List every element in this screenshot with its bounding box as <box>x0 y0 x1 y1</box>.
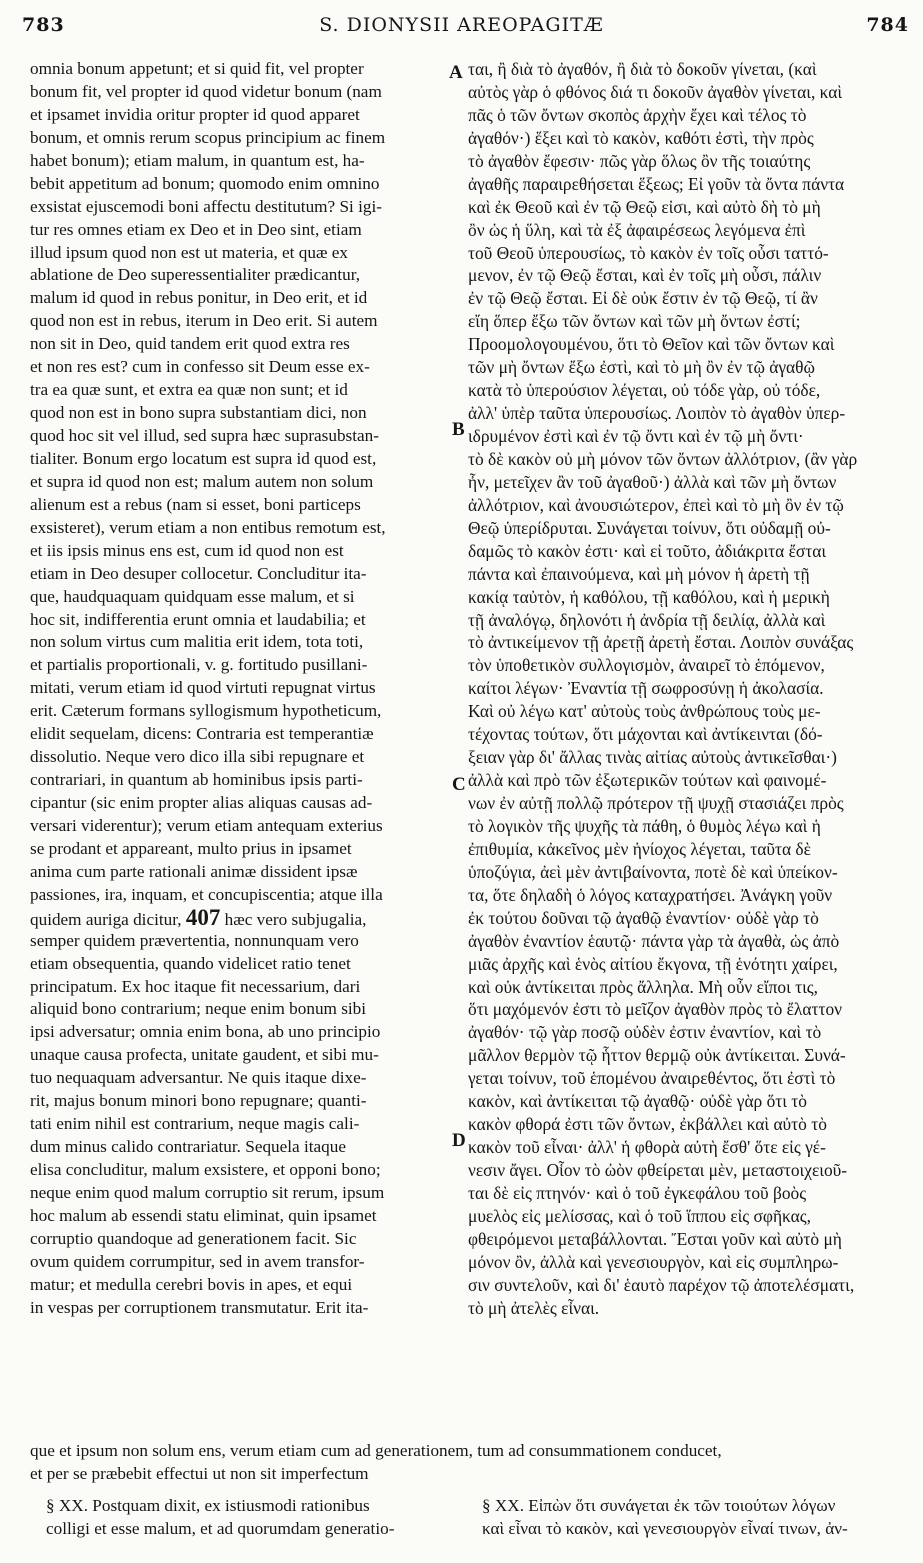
latin-line: hoc sit, indifferentia erunt omnia et laudabilia; et <box>30 609 366 629</box>
latin-line: elidit sequelam, dicens: Contraria est temperantiæ <box>30 724 374 744</box>
greek-line: δαμῶς τὸ κακὸν ἐστι· καὶ εἰ τοῦτο, ἀδιάκριτα ἔσται <box>468 540 827 561</box>
greek-line: ἀγαθόν·) ἕξει καὶ τὸ κακὸν, καθότι ἐστὶ, τὴν πρὸς <box>468 127 814 148</box>
latin-line: et partialis proportionali, v. g. fortitudo pusillani- <box>30 655 368 675</box>
section-heading-greek <box>482 1494 906 1540</box>
latin-line: unaque causa profecta, unitate gaudent, et sibi mu- <box>30 1045 379 1065</box>
latin-line: in vespas per corruptionem transmutatur. Erit ita- <box>30 1297 369 1317</box>
latin-line: bonum, et omnis rerum scopus principium ac finem <box>30 127 386 147</box>
greek-line: Προομολογουμένου, ὅτι τὸ Θεῖον καὶ τῶν ὄντων καὶ <box>468 334 835 355</box>
greek-line: καὶ οὐκ ἀντίκειται πρὸς ἄλληλα. Μὴ οὖν εἴποι τις, <box>468 976 819 997</box>
latin-line: exsisteret), verum etiam a non entibus remotum est, <box>30 517 386 537</box>
latin-line: rit, majus bonum minori bono repugnare; quanti- <box>30 1091 367 1111</box>
latin-line: mitati, verum etiam id quod virtuti repugnat virtus <box>30 678 376 698</box>
greek-line: ἀλλότριον, καὶ ἀνουσιώτερον, ἐπεὶ καὶ τὸ μὴ ὂν ἐν τῷ <box>468 494 844 515</box>
latin-column <box>30 58 460 1320</box>
latin-line: bebit appetitum ad bonum; quomodo enim omnino <box>30 173 380 193</box>
latin-line: matur; et medulla cerebri bovis in apes, et equi <box>30 1274 353 1294</box>
section-heading-latin <box>46 1494 466 1540</box>
greek-line: ὑποζύγια, ἀεὶ μὲν ἀντιβαίνοντα, ποτὲ δὲ καὶ ὑπείκον- <box>468 861 838 882</box>
greek-line: μυελὸς εἰς μελίσσας, καὶ ὁ τοῦ ἵππου εἰς σφῆκας, <box>468 1205 811 1226</box>
latin-line: malum id quod in rebus ponitur, in Deo erit, et id <box>30 288 368 308</box>
latin-line: quod non est in bono supra substantiam dici, non <box>30 403 367 423</box>
margin-marker-b: B <box>452 419 465 440</box>
latin-line <box>30 907 460 930</box>
latin-line: anima cum parte rationali animæ dissident ipsæ <box>30 861 358 881</box>
margin-marker-a: A <box>449 62 463 83</box>
greek-line: μιᾶς ἀρχῆς καὶ ἑνὸς αἰτίου ἔκγονα, τῇ ἑνότητι χαίρει, <box>468 953 838 974</box>
latin-line: quod hoc sit vel illud, sed supra hæc suprasubstan- <box>30 426 379 445</box>
latin-line: et ipsamet invidia oritur propter id quod apparet <box>30 104 360 124</box>
greek-line: τὸ ἀντικείμενον τῇ ἀρετῇ ἀρετὴ ἔσται. Λοιπὸν συνάξας <box>468 632 854 653</box>
section-latin-line: § XX. Postquam dixit, ex istiusmodi rationibus <box>46 1496 370 1515</box>
greek-line: καὶ ἐκ Θεοῦ καὶ ἐν τῷ Θεῷ εἰσι, καὶ αὐτὸ δὴ τὸ μὴ <box>468 196 821 217</box>
greek-line: τὸ λογικὸν τῆς ψυχῆς τὰ πάθη, ὁ θυμὸς λέγω καὶ ἡ <box>468 815 821 836</box>
latin-line: hoc malum ab essendi statu eliminat, quin ipsamet <box>30 1205 377 1225</box>
latin-line: bonum fit, vel propter id quod videtur bonum (nam <box>30 81 382 101</box>
latin-line: et supra id quod non est; malum autem non solum <box>30 471 374 491</box>
greek-line: ὂν ὡς ἡ ὕλη, καὶ τὰ ἐξ ἀφαιρέσεως λεγόμενα ἐπὶ <box>468 219 806 240</box>
greek-line: κακίᾳ ταὐτὸν, ἡ καθόλου, τῇ καθόλου, καὶ ἡ μερικὴ <box>468 586 830 607</box>
full-width-text <box>30 1440 906 1486</box>
latin-line: que, haudquaquam quidquam esse malum, et si <box>30 586 355 606</box>
latin-line: elisa concluditur, malum exsistere, et opponi bono; <box>30 1160 381 1179</box>
greek-line: μόνον ὂν, ἀλλὰ καὶ γενεσιουργὸν, καὶ εἰς συμπληρω- <box>468 1251 839 1272</box>
greek-line: ἦν, μετεῖχεν ἂν τοῦ ἀγαθοῦ·) ἀλλὰ καὶ τῶν μὴ ὄντων <box>468 471 837 492</box>
greek-line: τὸ δὲ κακὸν οὐ μὴ μόνον τῶν ὄντων ἀλλότριον, (ἂν γὰρ <box>468 448 858 469</box>
latin-line: dum minus calido contrariatur. Sequela itaque <box>30 1137 346 1157</box>
greek-line: μενον, ἐν τῷ Θεῷ ἔσται, καὶ ἐν τοῖς μὴ οὖσι, πάλιν <box>468 265 822 286</box>
latin-line: corruptio quandoque ad generationem facit. Sic <box>30 1228 357 1248</box>
latin-line: tati enim nihil est contrarium, neque magis cali- <box>30 1114 360 1134</box>
latin-line: cipantur (sic enim propter alias aliquas causas ad- <box>30 793 373 812</box>
section-greek-line: § XX. Εἰπὼν ὅτι συνάγεται ἐκ τῶν τοιούτων λόγων <box>482 1496 836 1515</box>
migne-column-number: 407 <box>185 906 221 930</box>
section-latin-line: colligi et esse malum, et ad quorumdam generatio- <box>46 1518 395 1538</box>
latin-line: habet bonum); etiam malum, in quantum est, ha- <box>30 150 365 170</box>
latin-line: aliquid bono contrarium; neque enim bonum sibi <box>30 999 367 1019</box>
latin-line: se prodant et appareant, multo prius in ipsamet <box>30 838 352 858</box>
margin-marker-c: C <box>452 774 466 795</box>
latin-line: neque enim quod malum corruptio sit rerum, ipsum <box>30 1182 385 1202</box>
latin-line: illud ipsum quod non est ut materia, et quæ ex <box>30 242 348 262</box>
greek-line: σιν συντελοῦν, καὶ δι' ἑαυτὸ παρέχον τῷ ἀποτελέσματι, <box>468 1274 855 1295</box>
page-header <box>0 0 923 46</box>
greek-line: καίτοι λέγων· Ἐναντία τῇ σωφροσύνῃ ἡ ἀκολασία. <box>468 678 824 699</box>
greek-line: νεσιν ἄγει. Οἷον τὸ ὠὸν φθείρεται μὲν, μεταστοιχειοῦ- <box>468 1160 848 1180</box>
greek-line: νων ἐν αὐτῇ πολλῷ πρότερον τῇ ψυχῇ στασιάζει πρὸς <box>468 793 844 813</box>
greek-line: ἐπιθυμία, κἀκεῖνος μὲν ἡνίοχος λέγεται, ταῦτα δὲ <box>468 838 811 859</box>
latin-line: etiam obsequentia, quando videlicet ratio tenet <box>30 953 351 973</box>
greek-line: κατὰ τὸ ὑπερούσιον λέγεται, οὐ τόδε γὰρ, οὐ τόδε, <box>468 380 821 401</box>
latin-line: tur res omnes etiam ex Deo et in Deo sint, etiam <box>30 219 362 239</box>
greek-line: ὅτι μαχόμενόν ἐστι τὸ μεῖζον ἀγαθὸν πρὸς τὸ ἔλαττον <box>468 999 843 1020</box>
greek-line: φθειρόμενοι μεταβάλλονται. Ἔσται γοῦν καὶ αὐτὸ μὴ <box>468 1228 842 1249</box>
greek-line: τῇ ἀναλόγῳ, δηλονότι ἡ ἀνδρία τῇ δειλίᾳ, ἀλλὰ καὶ <box>468 609 826 630</box>
page-number-right: 784 <box>866 14 909 36</box>
latin-line-segment: hæc vero subjugalia, <box>220 909 367 929</box>
latin-line: exsistat ejuscemodi boni affectu destitutum? Si igi- <box>30 196 382 216</box>
latin-line: omnia bonum appetunt; et si quid fit, vel propter <box>30 59 364 78</box>
margin-marker-d: D <box>452 1130 466 1151</box>
latin-line: etiam in Deo desuper collocetur. Concluditur ita- <box>30 563 367 583</box>
greek-line: εἴη ὅπερ ἔξω τῶν ὄντων καὶ τῶν μὴ ὄντων ἐστί; <box>468 311 801 332</box>
latin-line: contrariari, in quantum ab hominibus ipsis parti- <box>30 770 363 790</box>
greek-line: τὸ ἀγαθὸν ἔφεσιν· πῶς γὰρ ὅλως ὂν τῆς τοιαύτης <box>468 150 811 171</box>
greek-line: ἀγαθόν· τῷ γὰρ ποσῷ οὐδὲν ἐστιν ἐναντίον, καὶ τὸ <box>468 1022 822 1043</box>
latin-line: dissolutio. Neque vero dico illa sibi repugnare et <box>30 747 365 767</box>
latin-line: tuo nequaquam adversantur. Ne quis itaque dixe- <box>30 1068 367 1088</box>
greek-line: ἀλλ' ὑπὲρ ταῦτα ὑπερουσίως. Λοιπὸν τὸ ἀγαθὸν ὑπερ- <box>468 403 846 424</box>
latin-line: ablatione de Deo superessentialiter prædicantur, <box>30 265 361 285</box>
greek-line: ιδρυμένον ἐστὶ καὶ ἐν τῷ ὄντι καὶ ἐν τῷ μὴ ὄντι· <box>468 426 804 446</box>
running-title: S. DIONYSII AREOPAGITÆ <box>319 14 604 36</box>
greek-line: τὸν ὑποθετικὸν συλλογισμὸν, ἀναιρεῖ τὸ ἑπόμενον, <box>468 655 825 676</box>
greek-line: ἐκ τούτου δοῦναι τῷ ἀγαθῷ ἐναντίον· οὐδὲ γὰρ τὸ <box>468 907 819 928</box>
greek-line: αὐτὸς γὰρ ὁ φθόνος διά τι δοκοῦν ἀγαθὸν γίνεται, καὶ <box>468 81 843 102</box>
latin-line: passiones, ira, inquam, et concupiscentia; atque illa <box>30 884 383 904</box>
latin-line: ipsi adversatur; omnia enim bona, ab uno principio <box>30 1022 381 1042</box>
latin-line: ovum quidem corrumpitur, sed in avem transfor- <box>30 1251 365 1271</box>
latin-line: et iis ipsis minus ens est, cum id quod non est <box>30 540 344 560</box>
latin-line: et non res est? cum in confesso sit Deum esse ex- <box>30 357 370 377</box>
full-line: et per se præbebit effectui ut non sit imperfectum <box>30 1463 369 1483</box>
latin-line: erit. Cæterum formans syllogismum hypotheticum, <box>30 701 382 721</box>
greek-line: τέχοντας τούτων, ὅτι μάχονται καὶ ἀντίκεινται (δό- <box>468 724 823 745</box>
latin-line: tra ea quæ sunt, et extra ea quæ non sunt; et id <box>30 380 348 400</box>
latin-line: non solum virtus cum malitia erit idem, tota toti, <box>30 632 364 652</box>
page-number-left: 783 <box>22 14 65 36</box>
greek-line: Θεῷ ὑπερίδρυται. Συνάγεται τοίνυν, ὅτι οὐδαμῇ οὐ- <box>468 517 831 538</box>
greek-line: ἀγαθῆς παραιρεθήσεται ἕξεως; Εἰ γοῦν τὰ ὄντα πάντα <box>468 173 845 194</box>
greek-line: Καὶ οὐ λέγω κατ' αὐτοὺς τοὺς ἀνθρώπους τοὺς με- <box>468 701 821 722</box>
latin-line: versari viderentur); verum etiam antequam exterius <box>30 815 383 835</box>
greek-line: ται δὲ εἰς πτηνόν· καὶ ὁ τοῦ ἐγκεφάλου τοῦ βοὸς <box>468 1182 807 1203</box>
greek-line: κακὸν τοῦ εἶναι· ἀλλ' ἡ φθορὰ αὐτὴ ἔσθ' ὅτε εἰς γέ- <box>468 1137 826 1158</box>
section-greek-line: καὶ εἶναι τὸ κακὸν, καὶ γενεσιουργὸν εἶναί τινων, ἀν- <box>482 1518 848 1538</box>
latin-line-segment: quidem auriga dicitur, <box>30 909 186 929</box>
greek-line: ἐν τῷ Θεῷ ἔσται. Εἰ δὲ οὐκ ἔστιν ἐν τῷ Θεῷ, τί ἂν <box>468 288 818 309</box>
greek-line: ἀγαθὸν ἐναντίον ἑαυτῷ· πάντα γὰρ τὰ ἀγαθὰ, ὡς ἀπὸ <box>468 930 840 951</box>
greek-line: τὸ μὴ ἀτελὲς εἶναι. <box>468 1297 600 1318</box>
full-line: que et ipsum non solum ens, verum etiam cum ad generationem, tum ad consummationem conducet, <box>30 1441 722 1460</box>
latin-line: non sit in Deo, quid tandem erit quod extra res <box>30 334 350 354</box>
latin-line: tialiter. Bonum ergo locatum est supra id quod est, <box>30 448 377 468</box>
greek-line: τα, ὅτε δηλαδὴ ὁ λόγος καταχρατήσει. Ἀνάγκη γοῦν <box>468 884 833 905</box>
greek-column <box>468 58 906 1320</box>
latin-line: principatum. Ex hoc itaque fit necessarium, dari <box>30 976 361 996</box>
greek-line: γεται τοίνυν, τοῦ ἑπομένου ἀναιρεθέντος, ὅτι ἐστὶ τὸ <box>468 1068 836 1089</box>
greek-line: πᾶς ὁ τῶν ὄντων σκοπὸς ἀρχὴν ἔχει καὶ τέλος τὸ <box>468 104 807 125</box>
latin-line: alienum est a rebus (nam si esset, boni particeps <box>30 494 361 514</box>
greek-line: ξειαν γὰρ δι' ἄλλας τινὰς αἰτίας αὐτοὺς ἀντικεῖσθαι·) <box>468 747 837 768</box>
latin-line: semper quidem prævertentia, nonnunquam vero <box>30 930 359 950</box>
latin-line: quod non est in rebus, iterum in Deo erit. Si autem <box>30 311 378 331</box>
greek-line: ἀλλὰ καὶ πρὸ τῶν ἐξωτερικῶν τούτων καὶ φαινομέ- <box>468 770 827 791</box>
greek-line: τῶν μὴ ὄντων ἔξω ἐστὶ, καὶ τὸ μὴ ὂν ἐν τῷ ἀγαθῷ <box>468 357 815 378</box>
greek-line: τοῦ Θεοῦ ὑπερουσίως, τὸ κακὸν ἐν τοῖς οὖσι ταττό- <box>468 242 829 263</box>
greek-line: πάντα καὶ ἐπαινούμενα, καὶ μὴ μόνον ἡ ἀρετὴ τῇ <box>468 563 810 584</box>
greek-line: κακὸν φθορά ἐστι τῶν ὄντων, ἐκβάλλει καὶ αὐτὸ τὸ <box>468 1114 827 1135</box>
greek-line: κακὸν, καὶ ἀντίκειται τῷ ἀγαθῷ· οὐδὲ γὰρ ὅτι τὸ <box>468 1091 807 1112</box>
greek-line: μᾶλλον θερμὸν τῷ ἧττον θερμῷ οὐκ ἀντίκειται. Συνά- <box>468 1045 846 1066</box>
greek-line: ται, ἢ διὰ τὸ ἀγαθόν, ἢ διὰ τὸ δοκοῦν γίνεται, (καὶ <box>468 59 817 79</box>
